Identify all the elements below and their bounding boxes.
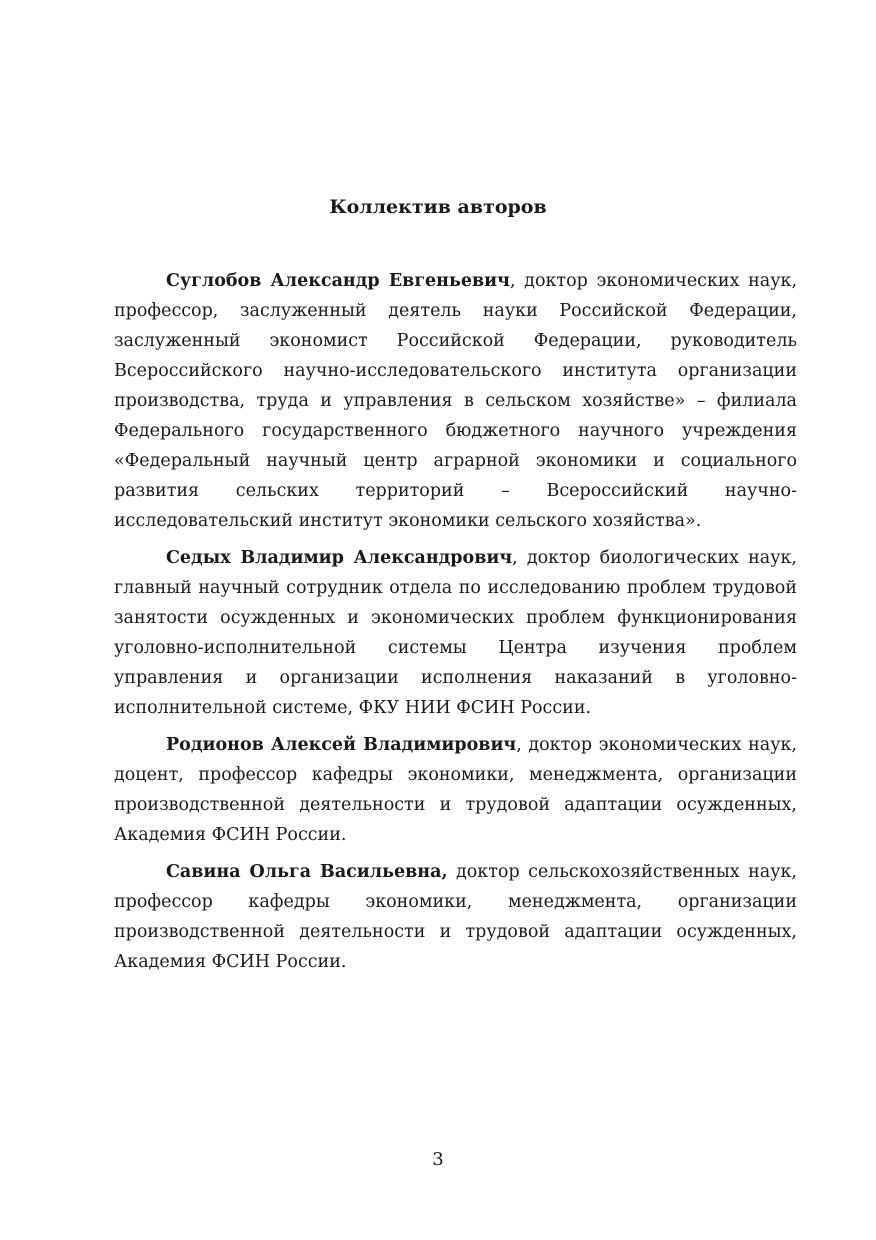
author-name: Суглобов Александр Евгеньевич: [166, 271, 510, 291]
author-entry-savina: [114, 857, 797, 977]
author-description: , доктор экономических наук, доцент, профессор кафедры экономики, менеджмента, организации производственной деятельности и трудовой адаптации осужденных, Академия ФСИН России.: [114, 735, 797, 845]
authors-list: [114, 266, 797, 984]
author-name: Родионов Алексей Владимирович: [166, 735, 517, 755]
author-entry-rodionov: [114, 730, 797, 850]
author-entry-sedykh: [114, 543, 797, 723]
author-name: Седых Владимир Александрович: [166, 548, 513, 568]
page-number: 3: [432, 1149, 444, 1170]
author-description: , доктор биологических наук, главный научный сотрудник отдела по исследованию проблем трудовой занятости осужденных и экономических проблем функционирования уголовно-исполнительной системы Центра изучения проблем управления и организации исполнения наказаний в уголовно-исполнительной системе, ФКУ НИИ ФСИН России.: [114, 548, 797, 718]
author-entry-suglobov: [114, 266, 797, 536]
page-title: Коллектив авторов: [329, 196, 547, 218]
author-description: , доктор экономических наук, профессор, заслуженный деятель науки Российской Федерации, заслуженный экономист Российской Федерации, руководитель Всероссийского научно-исследовательского института организации производства, труда и управления в сельском хозяйстве» – филиала Федерального государственного бюджетного научного учреждения «Федеральный научный центр аграрной экономики и социального развития сельских территорий – Всероссийский научно-исследовательский институт экономики сельского хозяйства».: [114, 271, 798, 531]
author-name: Савина Ольга Васильевна,: [166, 862, 448, 882]
author-description: доктор сельскохозяйственных наук, профессор кафедры экономики, менеджмента, организации производственной деятельности и трудовой адаптации осужденных, Академия ФСИН России.: [114, 862, 797, 972]
